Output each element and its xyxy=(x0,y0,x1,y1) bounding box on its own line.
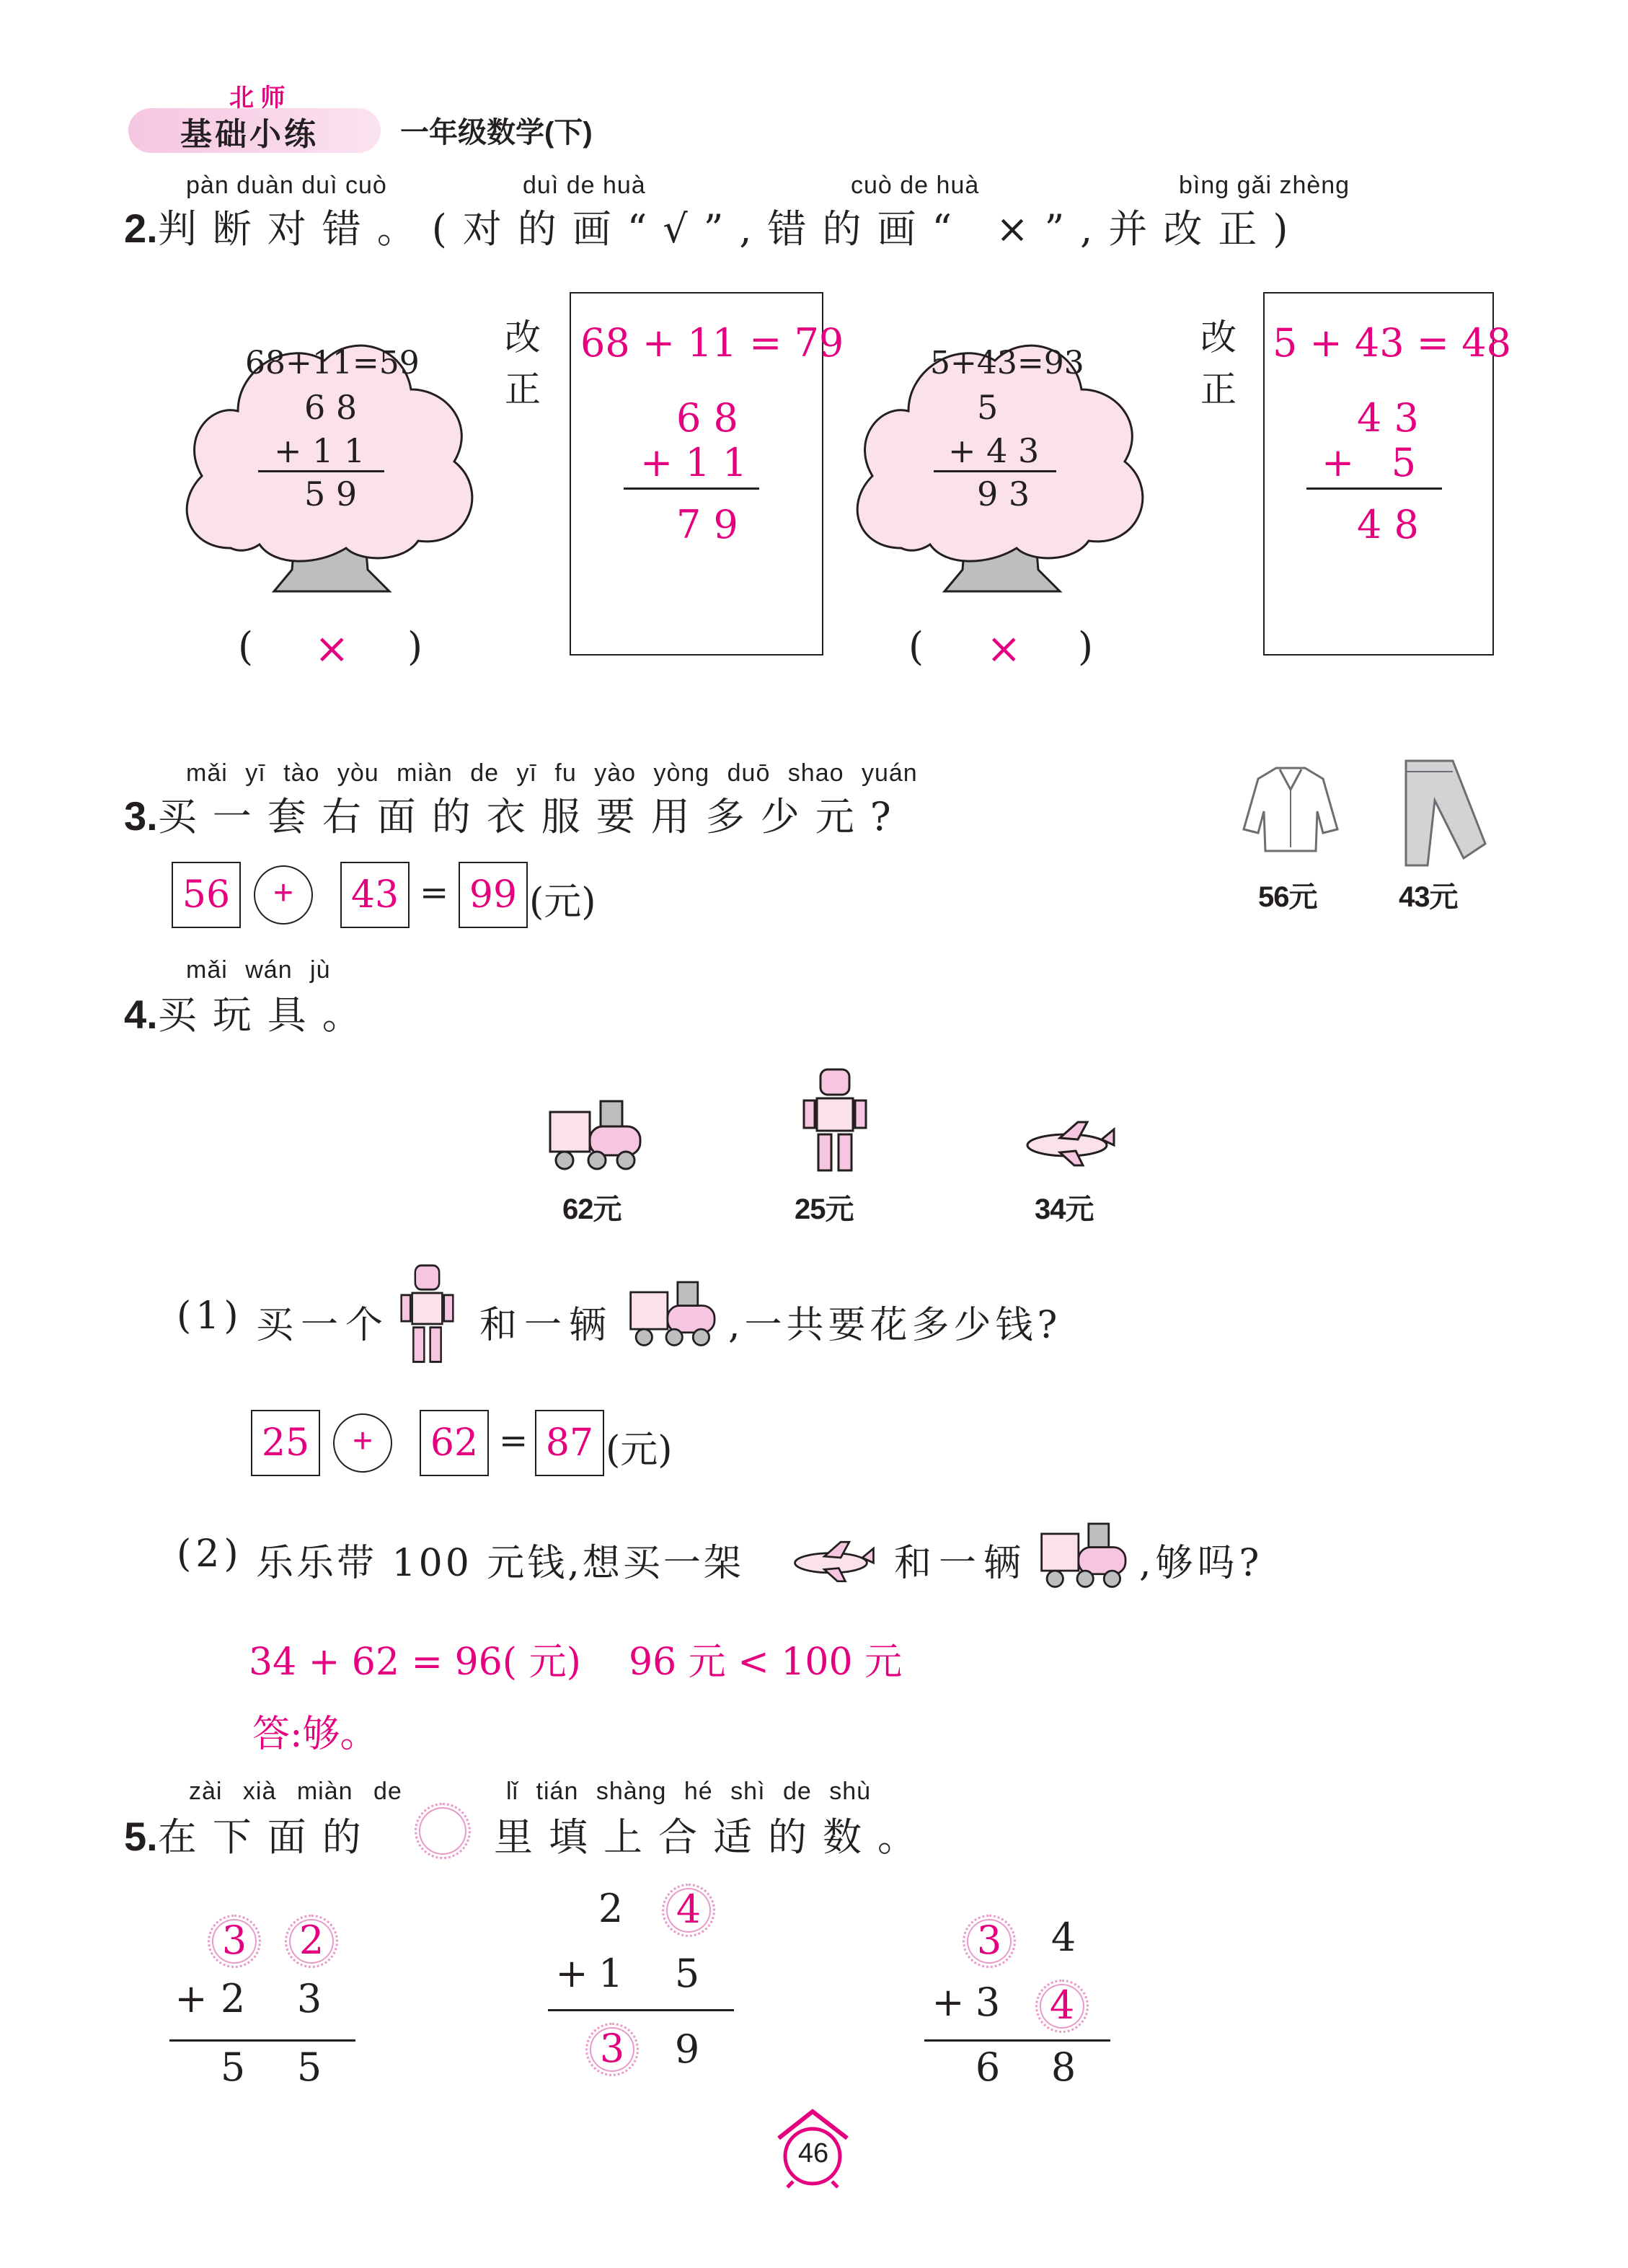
q5-p2-top-2[interactable]: 4 xyxy=(662,1884,715,1937)
header-series-top: 北 师 xyxy=(229,84,286,112)
q4-p1-answer-a[interactable]: 25 xyxy=(251,1410,320,1476)
q5-text-a: 在下面的 xyxy=(157,1814,377,1860)
correct-label-2: 改正 xyxy=(1200,317,1237,410)
jacket-icon xyxy=(1237,761,1345,855)
q2-text: 判断对错。(对的画“√”,错的画“ ×”,并改正) xyxy=(157,206,1304,252)
q3-price-jacket: 56元 xyxy=(1258,881,1317,913)
q5-question-b: 里填上合适的数。 xyxy=(494,1814,932,1860)
q5-p1-top-1[interactable]: 3 xyxy=(208,1915,261,1968)
tree2-equation: 5+43=93 xyxy=(930,345,1084,381)
tree1-rule xyxy=(258,470,384,472)
correction1-rule xyxy=(624,487,759,490)
q5-pinyin-b: lǐ tián shàng hé shì de shù xyxy=(506,1778,872,1805)
robot-icon xyxy=(802,1066,867,1178)
q3-text: 买一套右面的衣服要用多少元? xyxy=(157,794,907,839)
q3-pinyin: mǎi yī tào yòu miàn de yī fu yào yòng duō shao yuán xyxy=(186,759,918,787)
correction1-top: 6 8 xyxy=(676,395,738,441)
q5-p2-result-1[interactable]: 3 xyxy=(585,2023,639,2076)
q4-price-plane: 34元 xyxy=(1035,1193,1094,1225)
train-icon xyxy=(547,1090,651,1173)
q4-p1-answer-b[interactable]: 62 xyxy=(420,1410,489,1476)
tree2-top: 5 xyxy=(977,388,999,427)
q2-pinyin-2: duì de huà xyxy=(523,172,646,199)
tree1-open-paren: ( xyxy=(238,624,254,669)
q4-p1-result[interactable]: 87 xyxy=(535,1410,604,1476)
q5-p1-rule xyxy=(169,2039,355,2042)
q5-pinyin-a: zài xià miàn de xyxy=(189,1778,402,1805)
correction2-add: + 5 xyxy=(1322,440,1417,485)
q5-p3-result-2: 8 xyxy=(1050,2044,1076,2090)
train-small-icon xyxy=(627,1269,725,1352)
q2-pinyin-4: bìng gǎi zhèng xyxy=(1179,172,1350,199)
q5-p3-result-1: 6 xyxy=(975,2044,1001,2090)
correction2-top: 4 3 xyxy=(1357,395,1419,441)
q5-p3-top-1[interactable]: 3 xyxy=(963,1915,1016,1968)
q5-p3-top-2: 4 xyxy=(1050,1915,1076,1960)
q5-p1-plus: + xyxy=(174,1976,208,2021)
q5-question xyxy=(124,1806,377,1862)
train-small-icon-2 xyxy=(1038,1511,1136,1594)
q5-p2-result-2: 9 xyxy=(674,2026,700,2072)
correction2-rule xyxy=(1306,487,1442,490)
q5-p3-add-1: 3 xyxy=(975,1980,1001,2025)
q4-p1-text-1: 买一个 xyxy=(256,1304,391,1347)
tree1-result: 5 9 xyxy=(304,475,358,513)
q3-price-pants: 43元 xyxy=(1399,881,1458,913)
q5-number: 5. xyxy=(124,1814,158,1859)
q5-p3-add-2[interactable]: 4 xyxy=(1035,1980,1089,2033)
q3-answer-b[interactable]: 43 xyxy=(340,862,410,928)
q5-p1-top-2[interactable]: 2 xyxy=(285,1915,338,1968)
q3-unit: (元) xyxy=(529,881,596,924)
q4-price-train: 62元 xyxy=(562,1193,621,1225)
q5-p1-add-1: 2 xyxy=(220,1976,246,2021)
robot-small-icon xyxy=(400,1262,454,1369)
q5-flower-icon xyxy=(415,1803,471,1859)
q4-p1-text-3: ,一共要花多少钱? xyxy=(728,1304,1062,1347)
header-series: 基础小练 xyxy=(180,116,319,153)
q4-p1-label: (1) xyxy=(177,1294,243,1338)
q5-p2-plus: + xyxy=(555,1951,588,1996)
q5-p2-rule xyxy=(548,2009,734,2011)
q3-equals: = xyxy=(420,873,449,913)
tree2-rule xyxy=(934,470,1056,472)
q5-p2-add-2: 5 xyxy=(674,1951,700,1996)
plane-icon xyxy=(1024,1116,1118,1170)
page-number: 46 xyxy=(797,2138,829,2168)
header-grade: 一年级数学(下) xyxy=(400,117,593,149)
q2-pinyin-3: cuò de huà xyxy=(851,172,980,199)
q2-number: 2. xyxy=(124,206,158,251)
tree1-close-paren: ) xyxy=(407,624,423,669)
q5-p2-top-1: 2 xyxy=(598,1886,624,1931)
q4-p1-equals: = xyxy=(499,1421,528,1461)
tree2-close-paren: ) xyxy=(1078,624,1094,669)
correction1-add: + 1 1 xyxy=(640,440,748,485)
q4-pinyin: mǎi wán jù xyxy=(186,956,331,984)
tree2-result: 9 3 xyxy=(977,475,1030,513)
q4-p2-text-2: 和一辆 xyxy=(894,1542,1029,1585)
q5-p3-plus: + xyxy=(932,1980,965,2025)
q5-p3-rule xyxy=(924,2039,1110,2042)
correction1-equation: 68 + 11 = 79 xyxy=(580,320,844,366)
q4-text: 买玩具。 xyxy=(157,992,377,1038)
correction2-equation: 5 + 43 = 48 xyxy=(1273,320,1511,366)
q5-p2-add-1: 1 xyxy=(598,1951,624,1996)
q5-p1-result-2: 5 xyxy=(296,2044,322,2090)
q4-p2-text-1: 乐乐带 100 元钱,想买一架 xyxy=(256,1542,744,1585)
tree1-top: 6 8 xyxy=(304,388,358,427)
q3-number: 3. xyxy=(124,793,158,839)
tree2-open-paren: ( xyxy=(908,624,924,669)
tree1-add: + 1 1 xyxy=(274,431,366,470)
q4-p1-text-2: 和一辆 xyxy=(479,1304,614,1347)
tree2-mark[interactable]: × xyxy=(986,624,1022,673)
q3-answer-a[interactable]: 56 xyxy=(172,862,241,928)
pants-icon xyxy=(1384,757,1492,873)
q2-pinyin-1: pàn duàn duì cuò xyxy=(186,172,387,199)
q5-p1-result-1: 5 xyxy=(220,2044,246,2090)
correction2-result: 4 8 xyxy=(1357,502,1419,547)
q4-p2-label: (2) xyxy=(177,1532,243,1576)
tree1-mark[interactable]: × xyxy=(314,624,350,673)
q4-question xyxy=(124,984,377,1040)
plane-small-icon xyxy=(792,1536,877,1587)
q2-question xyxy=(124,198,1304,254)
tree2-add: + 4 3 xyxy=(948,431,1040,470)
correction1-result: 7 9 xyxy=(676,502,738,547)
q4-p2-answer: 答:够。 xyxy=(252,1713,378,1756)
q4-p2-text-3: ,够吗? xyxy=(1139,1542,1264,1585)
q3-result[interactable]: 99 xyxy=(459,862,528,928)
q3-question xyxy=(124,786,907,842)
q4-p1-unit: (元) xyxy=(606,1429,673,1472)
correct-label-1: 改正 xyxy=(505,317,541,410)
q3-operator[interactable]: + xyxy=(254,865,313,925)
q4-number: 4. xyxy=(124,992,158,1037)
q4-price-robot: 25元 xyxy=(795,1193,854,1225)
q4-p1-operator[interactable]: + xyxy=(333,1413,392,1473)
q4-p2-work: 34 + 62 = 96( 元) 96 元 < 100 元 xyxy=(249,1641,903,1684)
q5-p1-add-2: 3 xyxy=(296,1976,322,2021)
tree1-equation: 68+11=59 xyxy=(245,345,420,381)
